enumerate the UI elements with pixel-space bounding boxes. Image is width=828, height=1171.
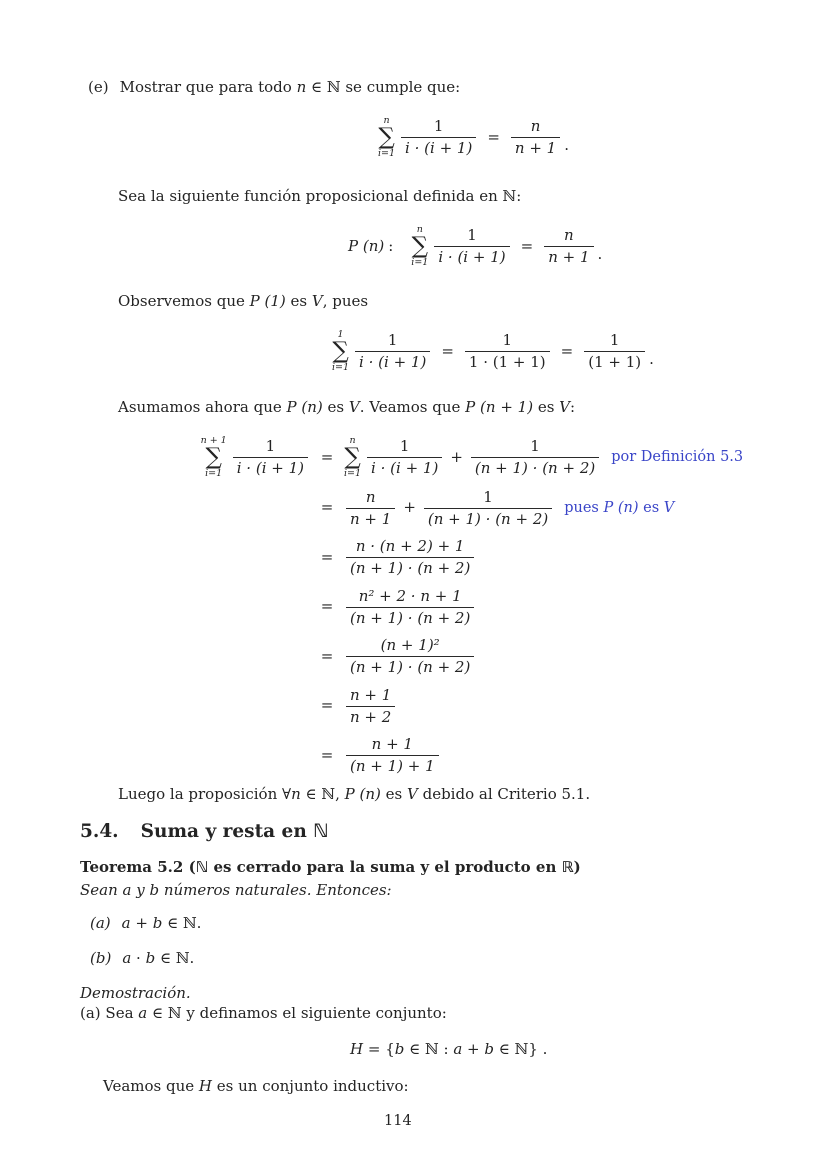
operator: · <box>131 949 146 967</box>
text-segment: Veamos que <box>103 1077 199 1095</box>
item-e-text-1: Mostrar que para todo <box>119 78 297 96</box>
math-v: V <box>348 398 360 416</box>
item-b-label: (b) <box>90 949 112 967</box>
fraction <box>355 331 430 372</box>
theorem-title <box>80 858 581 878</box>
section-heading <box>80 820 329 844</box>
derivation-row-5 <box>198 636 743 677</box>
plus-sign: + <box>450 447 463 466</box>
fraction <box>434 226 509 267</box>
paragraph-sea-text: Sea la siguiente función proposicional definida en ℕ: <box>118 187 522 205</box>
item-b-statement <box>122 949 194 969</box>
fraction-numerator: 1 <box>609 331 620 350</box>
sum-lower-limit: i=1 <box>378 148 396 160</box>
definition-5-3-reference[interactable]: por Definición 5.3 <box>611 449 744 465</box>
summation-symbol <box>411 225 428 268</box>
fraction-denominator: i · (i + 1) <box>233 457 308 478</box>
fraction-denominator: (n + 1) · (n + 2) <box>346 607 474 628</box>
fraction-numerator: n² + 2 · n + 1 <box>358 586 462 605</box>
sum-upper-limit: n <box>383 115 390 126</box>
item-e-text <box>120 78 461 98</box>
math-v: V <box>559 398 571 416</box>
text-segment: (a) Sea <box>80 1004 139 1022</box>
math-v: V <box>311 292 323 310</box>
math-n: n <box>291 785 301 803</box>
fraction-numerator: 1 <box>530 437 540 456</box>
text-segment: . Veamos que <box>359 398 466 416</box>
fraction-numerator: 1 <box>399 437 410 456</box>
text-segment: = { <box>363 1040 395 1058</box>
text-segment: ∈ ℕ y definamos el siguiente conjunto: <box>147 1004 447 1022</box>
sum-lower-limit: i=1 <box>411 257 429 269</box>
math-pn1: P (n + 1) <box>465 398 534 416</box>
period: . <box>597 244 603 263</box>
paragraph-observemos <box>118 292 368 312</box>
text-segment: Observemos que <box>118 292 250 310</box>
fraction-denominator: i · (i + 1) <box>401 137 476 158</box>
fraction <box>584 331 645 372</box>
equals-sign: = <box>320 447 334 466</box>
item-e-label: (e) <box>88 78 109 96</box>
fraction <box>346 537 474 578</box>
math-p1: P (1) <box>249 292 286 310</box>
operator: + <box>130 914 153 932</box>
paragraph-sea <box>118 187 521 207</box>
equals-sign: = <box>560 341 574 360</box>
paragraph-luego <box>118 785 590 805</box>
paragraph-item-e <box>88 78 460 98</box>
note-text: es <box>638 499 664 516</box>
note-text: pues <box>564 499 604 516</box>
equals-sign: = <box>320 646 334 665</box>
equals-sign: = <box>320 498 334 517</box>
sigma-glyph: ∑ <box>344 443 361 470</box>
math-b: b <box>145 949 156 967</box>
text-segment: : <box>570 398 576 416</box>
fraction-numerator: n <box>564 226 574 245</box>
fraction <box>346 587 474 628</box>
paragraph-veamos <box>103 1077 409 1097</box>
section-title: Suma y resta en ℕ <box>140 821 329 842</box>
fraction-numerator: n <box>365 487 376 506</box>
fraction-denominator: (1 + 1) <box>584 351 645 372</box>
sum-upper-limit: n + 1 <box>200 435 227 446</box>
fraction <box>346 636 474 677</box>
text-segment: es <box>380 785 407 803</box>
derivation-block <box>198 432 743 785</box>
equation-sum-claim <box>378 116 569 159</box>
math-h: H <box>198 1077 212 1095</box>
proof-label <box>80 984 191 1004</box>
sum-lower-limit: i=1 <box>205 468 223 480</box>
derivation-lhs <box>198 436 310 479</box>
text-segment: ∈ ℕ : <box>404 1040 454 1058</box>
fraction-numerator: 1 <box>502 331 513 350</box>
fraction-numerator: 1 <box>467 226 477 245</box>
text-segment: ∈ ℕ} . <box>493 1040 548 1058</box>
period: . <box>564 135 569 154</box>
fraction <box>367 437 442 478</box>
fraction <box>346 686 395 727</box>
fraction-denominator: i · (i + 1) <box>434 246 509 267</box>
fraction-denominator: (n + 1) · (n + 2) <box>346 656 474 677</box>
fraction <box>511 117 560 158</box>
item-a-label: (a) <box>90 914 111 932</box>
sum-upper-limit: n <box>416 224 423 235</box>
fraction <box>424 488 552 529</box>
section-number: 5.4. <box>80 821 119 842</box>
fraction-numerator: n <box>530 117 541 136</box>
theorem-item-b <box>90 949 194 969</box>
equals-sign: = <box>487 127 500 146</box>
derivation-row-4 <box>198 587 743 628</box>
math-pn: P (n) <box>344 785 381 803</box>
text-segment: es un conjunto inductivo: <box>212 1077 409 1095</box>
fraction-numerator: 1 <box>387 331 398 350</box>
fraction-numerator: (n + 1)² <box>380 636 440 655</box>
paragraph-proof-a <box>80 1004 447 1024</box>
text-segment: , pues <box>322 292 369 310</box>
summation-symbol <box>332 330 349 373</box>
text-segment: es <box>322 398 349 416</box>
fraction-denominator: (n + 1) · (n + 2) <box>424 508 552 529</box>
operator: + <box>462 1040 485 1058</box>
fraction-numerator: n · (n + 2) + 1 <box>355 537 465 556</box>
math-b: b <box>394 1040 405 1058</box>
note-math-pn: P (n) <box>603 499 639 516</box>
fraction-denominator: i · (i + 1) <box>355 351 430 372</box>
fraction-numerator: n + 1 <box>371 735 413 754</box>
math-a: a <box>122 949 132 967</box>
theorem-item-a <box>90 914 201 934</box>
equals-sign: = <box>320 547 334 566</box>
theorem-intro-text: Sean a y b números naturales. Entonces: <box>80 881 392 899</box>
summation-symbol <box>378 116 395 159</box>
text-segment: ∈ ℕ. <box>155 949 195 967</box>
sum-upper-limit: 1 <box>337 329 344 340</box>
math-v: V <box>406 785 418 803</box>
equals-sign: = <box>320 745 334 764</box>
math-a: a <box>138 1004 148 1022</box>
math-a: a <box>453 1040 463 1058</box>
fraction <box>401 117 476 158</box>
math-pn: P (n) <box>286 398 323 416</box>
equals-sign: = <box>520 236 534 255</box>
item-e-text-2: ∈ ℕ se cumple que: <box>306 78 461 96</box>
derivation-row-7 <box>198 735 743 776</box>
equals-sign: = <box>441 341 454 360</box>
fraction <box>465 331 550 372</box>
text-segment: ∈ ℕ. <box>162 914 202 932</box>
text-segment: Asumamos ahora que <box>118 398 287 416</box>
item-e-math-n: n <box>296 78 307 96</box>
fraction-denominator: i · (i + 1) <box>367 457 442 478</box>
math-b: b <box>152 914 163 932</box>
fraction-denominator: n + 2 <box>346 706 395 727</box>
derivation-row-2 <box>198 488 743 529</box>
sigma-glyph: ∑ <box>378 123 395 150</box>
fraction <box>471 437 599 478</box>
fraction-numerator: n + 1 <box>350 685 392 704</box>
derivation-row-1 <box>198 436 743 479</box>
page-number-text: 114 <box>384 1113 412 1129</box>
proposition-label-colon: : <box>388 236 394 255</box>
math-h: H <box>350 1040 364 1058</box>
derivation-row-6 <box>198 686 743 727</box>
theorem-title-text: Teorema 5.2 (ℕ es cerrado para la suma y el producto en ℝ) <box>80 858 581 876</box>
fraction-denominator: (n + 1) · (n + 2) <box>471 457 599 478</box>
fraction-denominator: n + 1 <box>511 137 560 158</box>
fraction-numerator: 1 <box>433 117 444 136</box>
fraction <box>233 437 308 478</box>
fraction <box>544 226 593 267</box>
fraction-numerator: 1 <box>483 487 493 506</box>
sum-lower-limit: i=1 <box>344 468 362 480</box>
equals-sign: = <box>320 696 334 715</box>
fraction-denominator: n + 1 <box>346 508 395 529</box>
equation-base-case <box>332 330 654 373</box>
fraction <box>346 735 439 776</box>
summation-symbol <box>344 436 361 479</box>
proposition-label-math: P (n) <box>348 236 385 255</box>
sum-lower-limit: i=1 <box>332 362 350 374</box>
item-a-statement <box>122 914 202 934</box>
sigma-glyph: ∑ <box>205 443 222 470</box>
sigma-glyph: ∑ <box>332 337 349 364</box>
text-segment: es <box>285 292 312 310</box>
math-b: b <box>484 1040 494 1058</box>
fraction-numerator: 1 <box>265 437 276 456</box>
derivation-row-3 <box>198 537 743 578</box>
text-segment: debido al Criterio 5.1. <box>417 785 591 803</box>
induction-hypothesis-note <box>564 499 674 518</box>
text-segment: es <box>533 398 560 416</box>
period: . <box>649 349 654 368</box>
equation-set-h-definition <box>350 1040 547 1060</box>
equals-sign: = <box>320 597 334 616</box>
paragraph-asumamos <box>118 398 575 418</box>
fraction-denominator: (n + 1) + 1 <box>346 755 439 776</box>
fraction <box>346 488 395 529</box>
math-a: a <box>121 914 131 932</box>
fraction-denominator: (n + 1) · (n + 2) <box>346 557 474 578</box>
text-segment: Luego la proposición ∀ <box>118 785 292 803</box>
note-math-v: V <box>663 499 675 516</box>
plus-sign: + <box>403 498 416 517</box>
equation-proposition-pn <box>348 225 602 268</box>
summation-symbol <box>201 436 227 479</box>
proof-label-text: Demostración. <box>80 984 191 1002</box>
proposition-label <box>348 237 393 257</box>
sum-upper-limit: n <box>349 435 356 446</box>
sigma-glyph: ∑ <box>411 232 429 259</box>
fraction-denominator: 1 · (1 + 1) <box>465 351 550 372</box>
theorem-intro <box>80 881 392 901</box>
page-number <box>384 1112 412 1131</box>
text-segment: ∈ ℕ, <box>300 785 345 803</box>
fraction-denominator: n + 1 <box>544 246 593 267</box>
